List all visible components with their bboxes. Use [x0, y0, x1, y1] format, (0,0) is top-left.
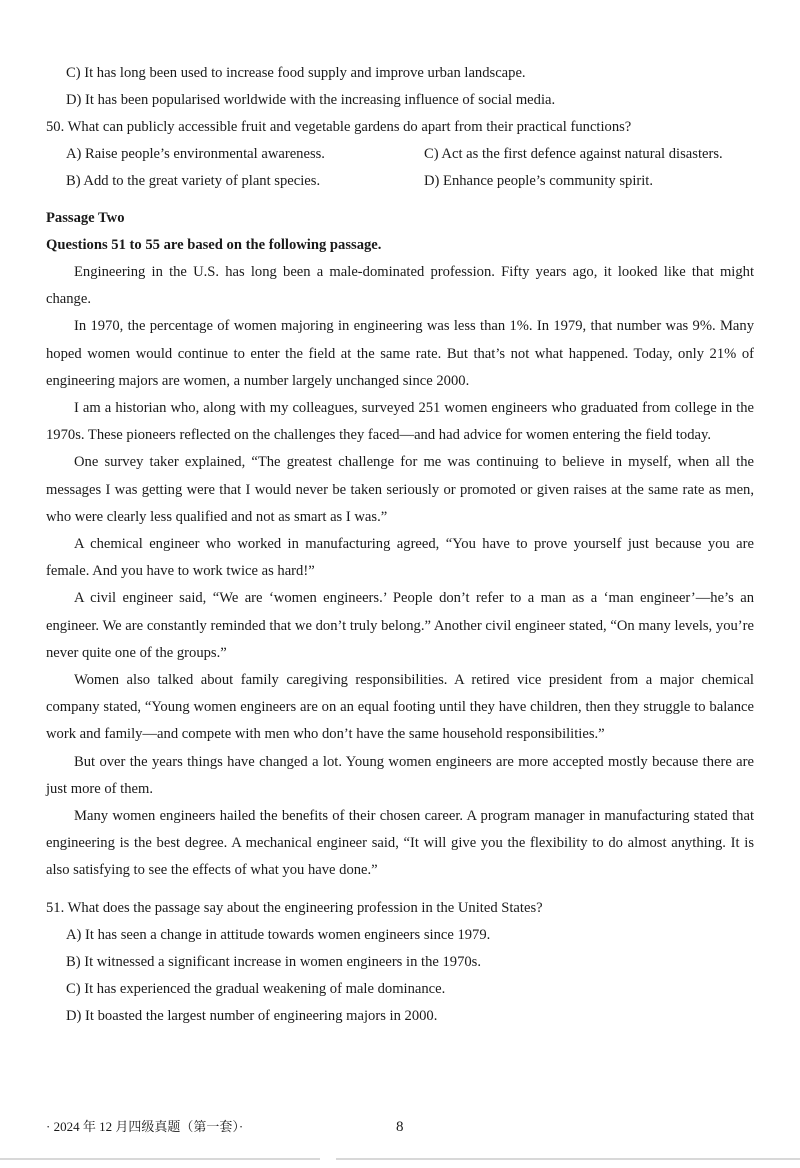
q51-option-d: D) It boasted the largest number of engineering majors in 2000.: [66, 1007, 438, 1024]
passage-paragraph: A chemical engineer who worked in manufacturing agreed, “You have to prove yourself just because you are female. And you have to work twice as hard!”: [46, 536, 754, 580]
exam-page: [46, 60, 754, 1030]
q50-option-a: A) Raise people’s environmental awareness.: [66, 146, 325, 162]
option-c-prev: C) It has long been used to increase food supply and improve urban landscape.: [66, 65, 526, 81]
option-d-prev: D) It has been popularised worldwide with the increasing influence of social media.: [66, 92, 556, 108]
q51-option-b: B) It witnessed a significant increase in women engineers in the 1970s.: [66, 953, 482, 970]
passage-paragraph: Many women engineers hailed the benefits of their chosen career. A program manager in manufacturing stated that engineering is the best degree. A mechanical engineer said, “It will give you the flexibility to do almost anything. It is also satisfying to see the effects of what you have done.”: [46, 808, 754, 879]
exam-label: · 2024 年 12 月四级真题（第一套）·: [46, 1119, 244, 1134]
q50-options-row-2: [46, 168, 754, 195]
q50-option-c: C) Act as the first defence against natural disasters.: [424, 146, 723, 162]
q50-option-d: D) Enhance people’s community spirit.: [424, 173, 653, 189]
q51-option-c: C) It has experienced the gradual weakening of male dominance.: [66, 980, 446, 997]
passage-paragraph: In 1970, the percentage of women majoring in engineering was less than 1%. In 1979, that number was 9%. Many hoped women would continue to enter the field at the same rate. But that’s not what happened. Today, only 21% of engineering majors are women, a number largely unchanged since 2000.: [46, 318, 754, 389]
q50-option-b: B) Add to the great variety of plant species.: [66, 173, 321, 189]
q51-option-a: A) It has seen a change in attitude towards women engineers since 1979.: [66, 926, 491, 943]
q50-options-row-1: [46, 141, 754, 168]
page-footer: [46, 1115, 754, 1139]
passage-heading: Passage Two: [46, 210, 125, 226]
passage-paragraph: One survey taker explained, “The greatest challenge for me was continuing to believe in myself, when all the messages I was getting were that I would never be taken seriously or promoted or given raises at the same rate as men, who were clearly less qualified and not as smart as I was.”: [46, 454, 754, 525]
passage-paragraph: Women also talked about family caregiving responsibilities. A retired vice president from a major chemical company stated, “Young women engineers are on an equal footing until they have children, then they struggle to balance work and family—and compete with men who don’t have the same household responsibilities.”: [46, 672, 754, 743]
bottom-rule: [0, 1158, 800, 1160]
passage-paragraph: But over the years things have changed a lot. Young women engineers are more accepted mostly because there are just more of them.: [46, 753, 754, 797]
passage-body: [46, 259, 754, 885]
question-51: 51. What does the passage say about the engineering profession in the United States?: [46, 899, 543, 916]
question-50: 50. What can publicly accessible fruit and vegetable gardens do apart from their practical functions?: [46, 119, 632, 135]
page-number: 8: [396, 1119, 404, 1135]
passage-paragraph: I am a historian who, along with my colleagues, surveyed 251 women engineers who graduated from college in the 1970s. These pioneers reflected on the challenges they faced—and had advice for women entering the field today.: [46, 400, 754, 444]
passage-instruction: Questions 51 to 55 are based on the following passage.: [46, 237, 382, 253]
passage-paragraph: Engineering in the U.S. has long been a male-dominated profession. Fifty years ago, it looked like that might change.: [46, 264, 754, 308]
passage-paragraph: A civil engineer said, “We are ‘women engineers.’ People don’t refer to a man as a ‘man engineer’—he’s an engineer. We are constantly reminded that we don’t truly belong.” Another civil engineer stated, “On many levels, you’re never quite one of the groups.”: [46, 590, 754, 661]
